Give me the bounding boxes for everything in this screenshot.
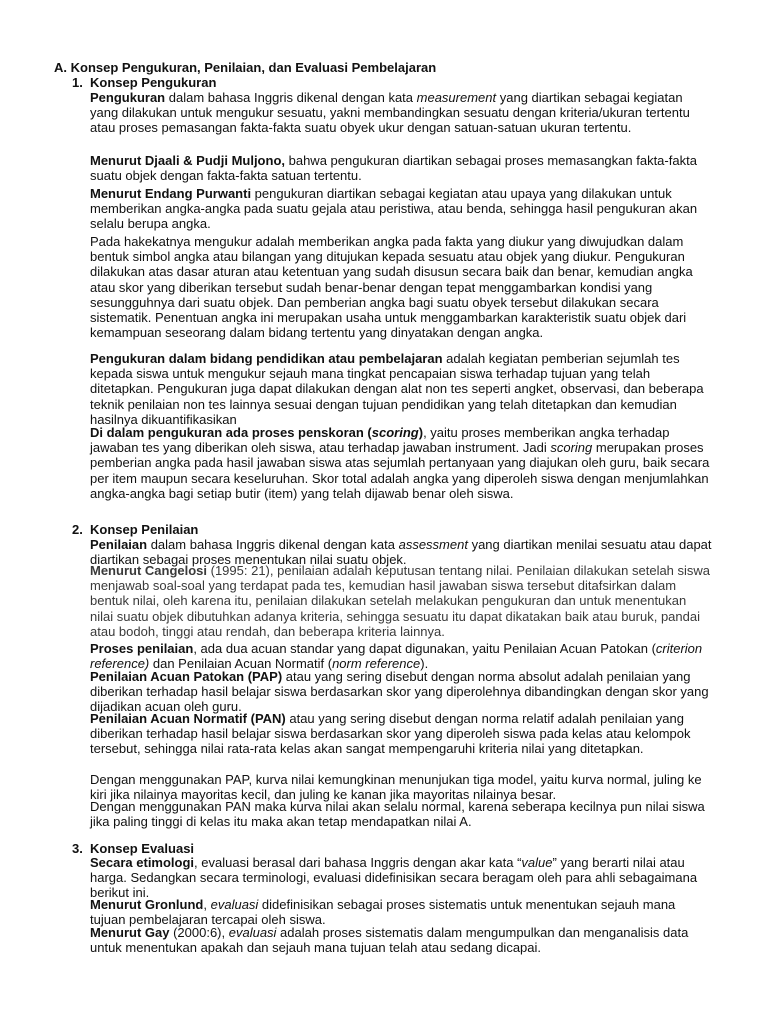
section-title: Konsep Penilaian: [90, 522, 199, 537]
bold-term: Menurut Djaali & Pudji Muljono,: [90, 153, 285, 168]
bold-term: Menurut Endang Purwanti: [90, 186, 252, 201]
paragraph: Pengukuran dalam bahasa Inggris dikenal dengan kata measurement yang diartikan sebagai kegiatan yang dilakukan untuk mengukur sesuatu, yakni membandingkan sesuatu dengan kriteria/ukuran tertentu atau proses pemasangan fakta-fakta suatu obyek ukur dengan satuan-satuan ukuran tertentu.: [90, 90, 690, 136]
bold-term: Pengukuran: [90, 90, 166, 105]
section-number: 2.: [72, 522, 83, 537]
paragraph: Dengan menggunakan PAN maka kurva nilai akan selalu normal, karena seberapa kecilnya pun nilai siswa jika paling tinggi di kelas itu maka akan tetap mendapatkan nilai A.: [90, 799, 705, 830]
italic-term: scoring: [371, 425, 419, 440]
main-heading: A. Konsep Pengukuran, Penilaian, dan Evaluasi Pembelajaran: [54, 60, 437, 75]
paragraph: Penilaian Acuan Patokan (PAP) atau yang sering disebut dengan norma absolut adalah penilaian yang diberikan terhadap hasil belajar siswa berdasarkan skor yang diperolehnya dibandingkan dengan skor yang dijadikan acuan oleh guru.: [90, 669, 709, 715]
italic-term: criterion reference): [90, 641, 703, 672]
paragraph: Dengan menggunakan PAP, kurva nilai kemungkinan menunjukan tiga model, yaitu kurva normal, juling ke kiri jika nilainya mayoritas kecil, dan juling ke kanan jika mayoritas nilainya besar.: [90, 772, 702, 803]
bold-term: Penilaian Acuan Normatif (PAN): [90, 711, 286, 726]
bold-term: Proses penilaian: [90, 641, 194, 656]
paragraph: Proses penilaian, ada dua acuan standar yang dapat digunakan, yaitu Penilaian Acuan Patokan (criterion reference) dan Penilaian Acuan Normatif (norm reference).: [90, 641, 703, 672]
italic-term: value: [521, 855, 553, 870]
paragraph: Menurut Gay (2000:6), evaluasi adalah proses sistematis dalam mengumpulkan dan menganalisis data untuk menentukan apakah dan sejauh mana tujuan telah atau sedang dicapai.: [90, 925, 689, 956]
paragraph: Penilaian Acuan Normatif (PAN) atau yang sering disebut dengan norma relatif adalah penilaian yang diberikan terhadap hasil belajar siswa berdasarkan skor yang diperoleh siswa pada kelas atau kelompok tersebut, sehingga nilai rata-rata kelas akan sangat mempengaruhi kriteria nilai yang ditetapkan.: [90, 711, 691, 757]
paragraph: Pada hakekatnya mengukur adalah memberikan angka pada fakta yang diukur yang diwujudkan dalam bentuk simbol angka atau bilangan yang ditujukan kepada sesuatu atau objek yang diukur. Pengukuran dilakukan atas dasar aturan atau ketentuan yang sudah disusun secara baik dan benar, kemudian angka atau skor yang diberikan tersebut sudah benar-benar dengan tepat menggambarkan kondisi yang sesungguhnya dari suatu objek. Dan pemberian angka bagi suatu obyek tersebut dilakukan secara sistematik. Penentuan angka ini merupakan usaha untuk menggambarkan karakteristik suatu objek dari kemampuan seseorang dalam bidang tertentu yang dinyatakan dengan angka.: [90, 234, 693, 341]
bold-term: Menurut Gay: [90, 925, 170, 940]
paragraph: Secara etimologi, evaluasi berasal dari bahasa Inggris dengan akar kata “value” yang berarti nilai atau harga. Sedangkan secara terminologi, evaluasi didefinisikan secara beragam oleh para ahli sebagaimana berikut ini.: [90, 855, 698, 901]
bold-term: Secara etimologi: [90, 855, 195, 870]
bold-term: Menurut Cangelosi: [90, 563, 208, 578]
paragraph: Di dalam pengukuran ada proses penskoran (scoring), yaitu proses memberikan angka terhadap jawaban tes yang diberikan oleh siswa, atau terhadap jawaban instrument. Jadi scoring merupakan proses pemberian angka pada hasil jawaban siswa atas sejumlah pertanyaan yang diajukan oleh guru, baik secara per item maupun secara keseluruhan. Skor total adalah angka yang diperoleh siswa dengan menjumlahkan angka-angka bagi setiap butir (item) yang telah dijawab benar oleh siswa.: [90, 425, 710, 501]
paragraph: Menurut Cangelosi (1995: 21), penilaian adalah keputusan tentang nilai. Penilaian dilakukan setelah siswa menjawab soal-soal yang terdapat pada tes, kemudian hasil jawaban siswa tersebut ditafsirkan dalam bentuk nilai, oleh karena itu, penilaian dilakukan setelah melakukan pengukuran dan untuk menentukan nilai suatu objek dibutuhkan adanya kriteria, sehingga sesuatu itu dapat dikatakan baik atau buruk, pandai atau bodoh, tinggi atau rendah, dan beberapa kriteria lainnya.: [90, 563, 711, 639]
paragraph: Menurut Djaali & Pudji Muljono, bahwa pengukuran diartikan sebagai proses memasangkan fakta-fakta suatu objek dengan fakta-fakta satuan tertentu.: [90, 153, 697, 184]
section-number: 1.: [72, 75, 83, 90]
section-title: Konsep Pengukuran: [90, 75, 217, 90]
bold-term: Pengukuran dalam bidang pendidikan atau pembelajaran: [90, 351, 443, 366]
bold-term: Di dalam pengukuran ada proses penskoran (: [90, 425, 372, 440]
section-number: 3.: [72, 841, 83, 856]
italic-term: evaluasi: [228, 925, 277, 940]
section-heading-penilaian: [72, 522, 198, 537]
italic-term: norm reference: [332, 656, 421, 672]
paragraph: Penilaian dalam bahasa Inggris dikenal dengan kata assessment yang diartikan menilai sesuatu atau dapat diartikan sebagai proses menentukan nilai suatu objek.: [90, 537, 712, 568]
paragraph: Menurut Endang Purwanti pengukuran diartikan sebagai kegiatan atau upaya yang dilakukan untuk memberikan angka-angka pada suatu gejala atau peristiwa, atau benda, sehingga hasil pengukuran akan selalu berupa angka.: [90, 186, 698, 232]
italic-term: scoring: [550, 440, 593, 456]
bold-term: Penilaian Acuan Patokan (PAP): [90, 669, 283, 684]
section-heading-evaluasi: [72, 841, 194, 856]
paragraph: Menurut Gronlund, evaluasi didefinisikan sebagai proses sistematis untuk menentukan sejauh mana tujuan pembelajaran tercapai oleh siswa.: [90, 897, 676, 928]
section-heading-pengukuran: [72, 75, 216, 90]
italic-term: evaluasi: [210, 897, 259, 912]
italic-term: assessment: [398, 537, 468, 552]
paragraph: Pengukuran dalam bidang pendidikan atau pembelajaran adalah kegiatan pemberian sejumlah tes kepada siswa untuk mengukur sejauh mana tingkat pencapaian siswa terhadap tujuan yang telah ditetapkan. Pengukuran juga dapat dilakukan dengan alat non tes seperti angket, observasi, dan beberapa teknik penilaian non tes lainnya sesuai dengan tujuan pendidikan yang telah ditetapkan dan kemudian hasilnya dikuantifikasikan: [90, 351, 704, 427]
bold-term: Penilaian: [90, 537, 148, 552]
bold-term: Menurut Gronlund: [90, 897, 204, 912]
italic-term: measurement: [416, 90, 497, 105]
section-title: Konsep Evaluasi: [90, 841, 195, 856]
